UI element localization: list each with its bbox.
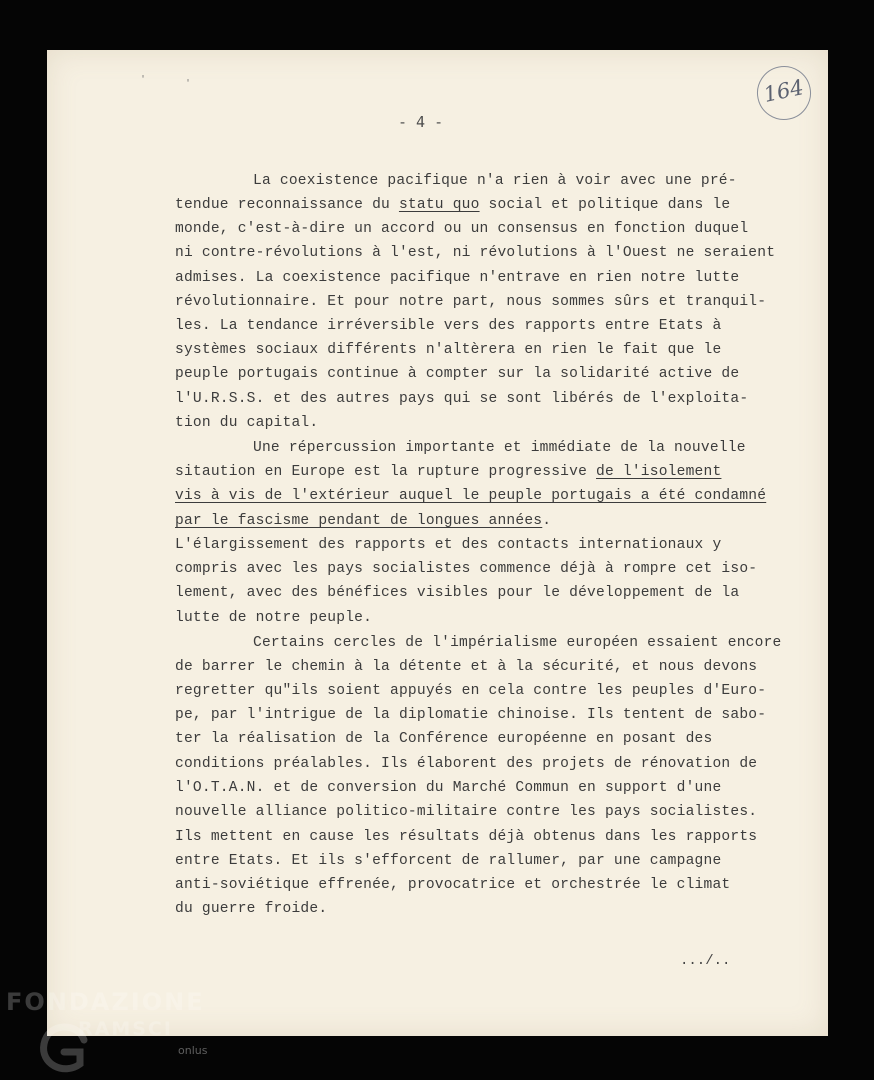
watermark-onlus: onlus: [178, 1044, 208, 1057]
text-line: Certains cercles de l'impérialisme européen essaient encore: [253, 635, 782, 651]
text-line: admises. La coexistence pacifique n'entrave en rien notre lutte: [175, 270, 740, 286]
text-line: de barrer le chemin à la détente et à la sécurité, et nous devons: [175, 659, 758, 675]
text-line: lement, avec des bénéfices visibles pour le développement de la: [175, 585, 740, 601]
text-line: lutte de notre peuple.: [175, 610, 373, 626]
text-line: regretter qu"ils soient appuyés en cela contre les peuples d'Euro-: [175, 683, 767, 699]
text-line: révolutionnaire. Et pour notre part, nous sommes sûrs et tranquil-: [175, 294, 767, 310]
margin-mark: ': [185, 78, 192, 89]
text-line: ni contre-révolutions à l'est, ni révolutions à l'Ouest ne seraient: [175, 245, 776, 261]
text-line: nouvelle alliance politico-militaire contre les pays socialistes.: [175, 804, 758, 820]
page-number: - 4 -: [398, 113, 444, 131]
text-line: ter la réalisation de la Conférence européenne en posant des: [175, 731, 713, 747]
text-line: La coexistence pacifique n'a rien à voir avec une pré-: [253, 173, 737, 189]
text-line: l'U.R.S.S. et des autres pays qui se sont libérés de l'exploita-: [175, 391, 749, 407]
text-line: les. La tendance irréversible vers des rapports entre Etats à: [175, 318, 722, 334]
text-line: tendue reconnaissance du statu quo social et politique dans le: [175, 197, 731, 213]
text-line: L'élargissement des rapports et des contacts internationaux y: [175, 537, 722, 553]
text-line: monde, c'est-à-dire un accord ou un consensus en fonction duquel: [175, 221, 749, 237]
watermark-line2: RAMSCI: [78, 1018, 173, 1040]
underlined-line: vis à vis de l'extérieur auquel le peuple portugais a été condamné: [175, 488, 767, 504]
underlined-phrase: de l'isolement: [596, 464, 722, 480]
text-line: l'O.T.A.N. et de conversion du Marché Commun en support d'une: [175, 780, 722, 796]
text-line: du guerre froide.: [175, 901, 328, 917]
text-line: entre Etats. Et ils s'efforcent de rallumer, par une campagne: [175, 853, 722, 869]
text-line: compris avec les pays socialistes commence déjà à rompre cet iso-: [175, 561, 758, 577]
text-line: systèmes sociaux différents n'altèrera en rien le fait que le: [175, 342, 722, 358]
text-line: Ils mettent en cause les résultats déjà obtenus dans les rapports: [175, 829, 758, 845]
text-line: sitaution en Europe est la rupture progressive de l'isolement: [175, 464, 722, 480]
text-line: Une répercussion importante et immédiate de la nouvelle: [253, 440, 746, 456]
fondazione-gramsci-watermark: [0, 980, 230, 1080]
text-line: pe, par l'intrigue de la diplomatie chinoise. Ils tentent de sabo-: [175, 707, 767, 723]
underlined-phrase: statu quo: [398, 197, 480, 213]
text-line: peuple portugais continue à compter sur la solidarité active de: [175, 366, 740, 382]
text-line: tion du capital.: [175, 415, 319, 431]
watermark-line1: FONDAZIONE: [6, 988, 205, 1016]
margin-mark: ': [140, 74, 147, 85]
underlined-phrase: par le fascisme pendant de longues années: [175, 513, 543, 529]
continued-mark: .../..: [680, 953, 731, 969]
text-line: conditions préalables. Ils élaborent des projets de rénovation de: [175, 756, 758, 772]
text-line: par le fascisme pendant de longues années.: [175, 513, 552, 529]
text-line: anti-soviétique effrenée, provocatrice et orchestrée le climat: [175, 877, 731, 893]
handwritten-folio-number: 164: [752, 61, 816, 125]
